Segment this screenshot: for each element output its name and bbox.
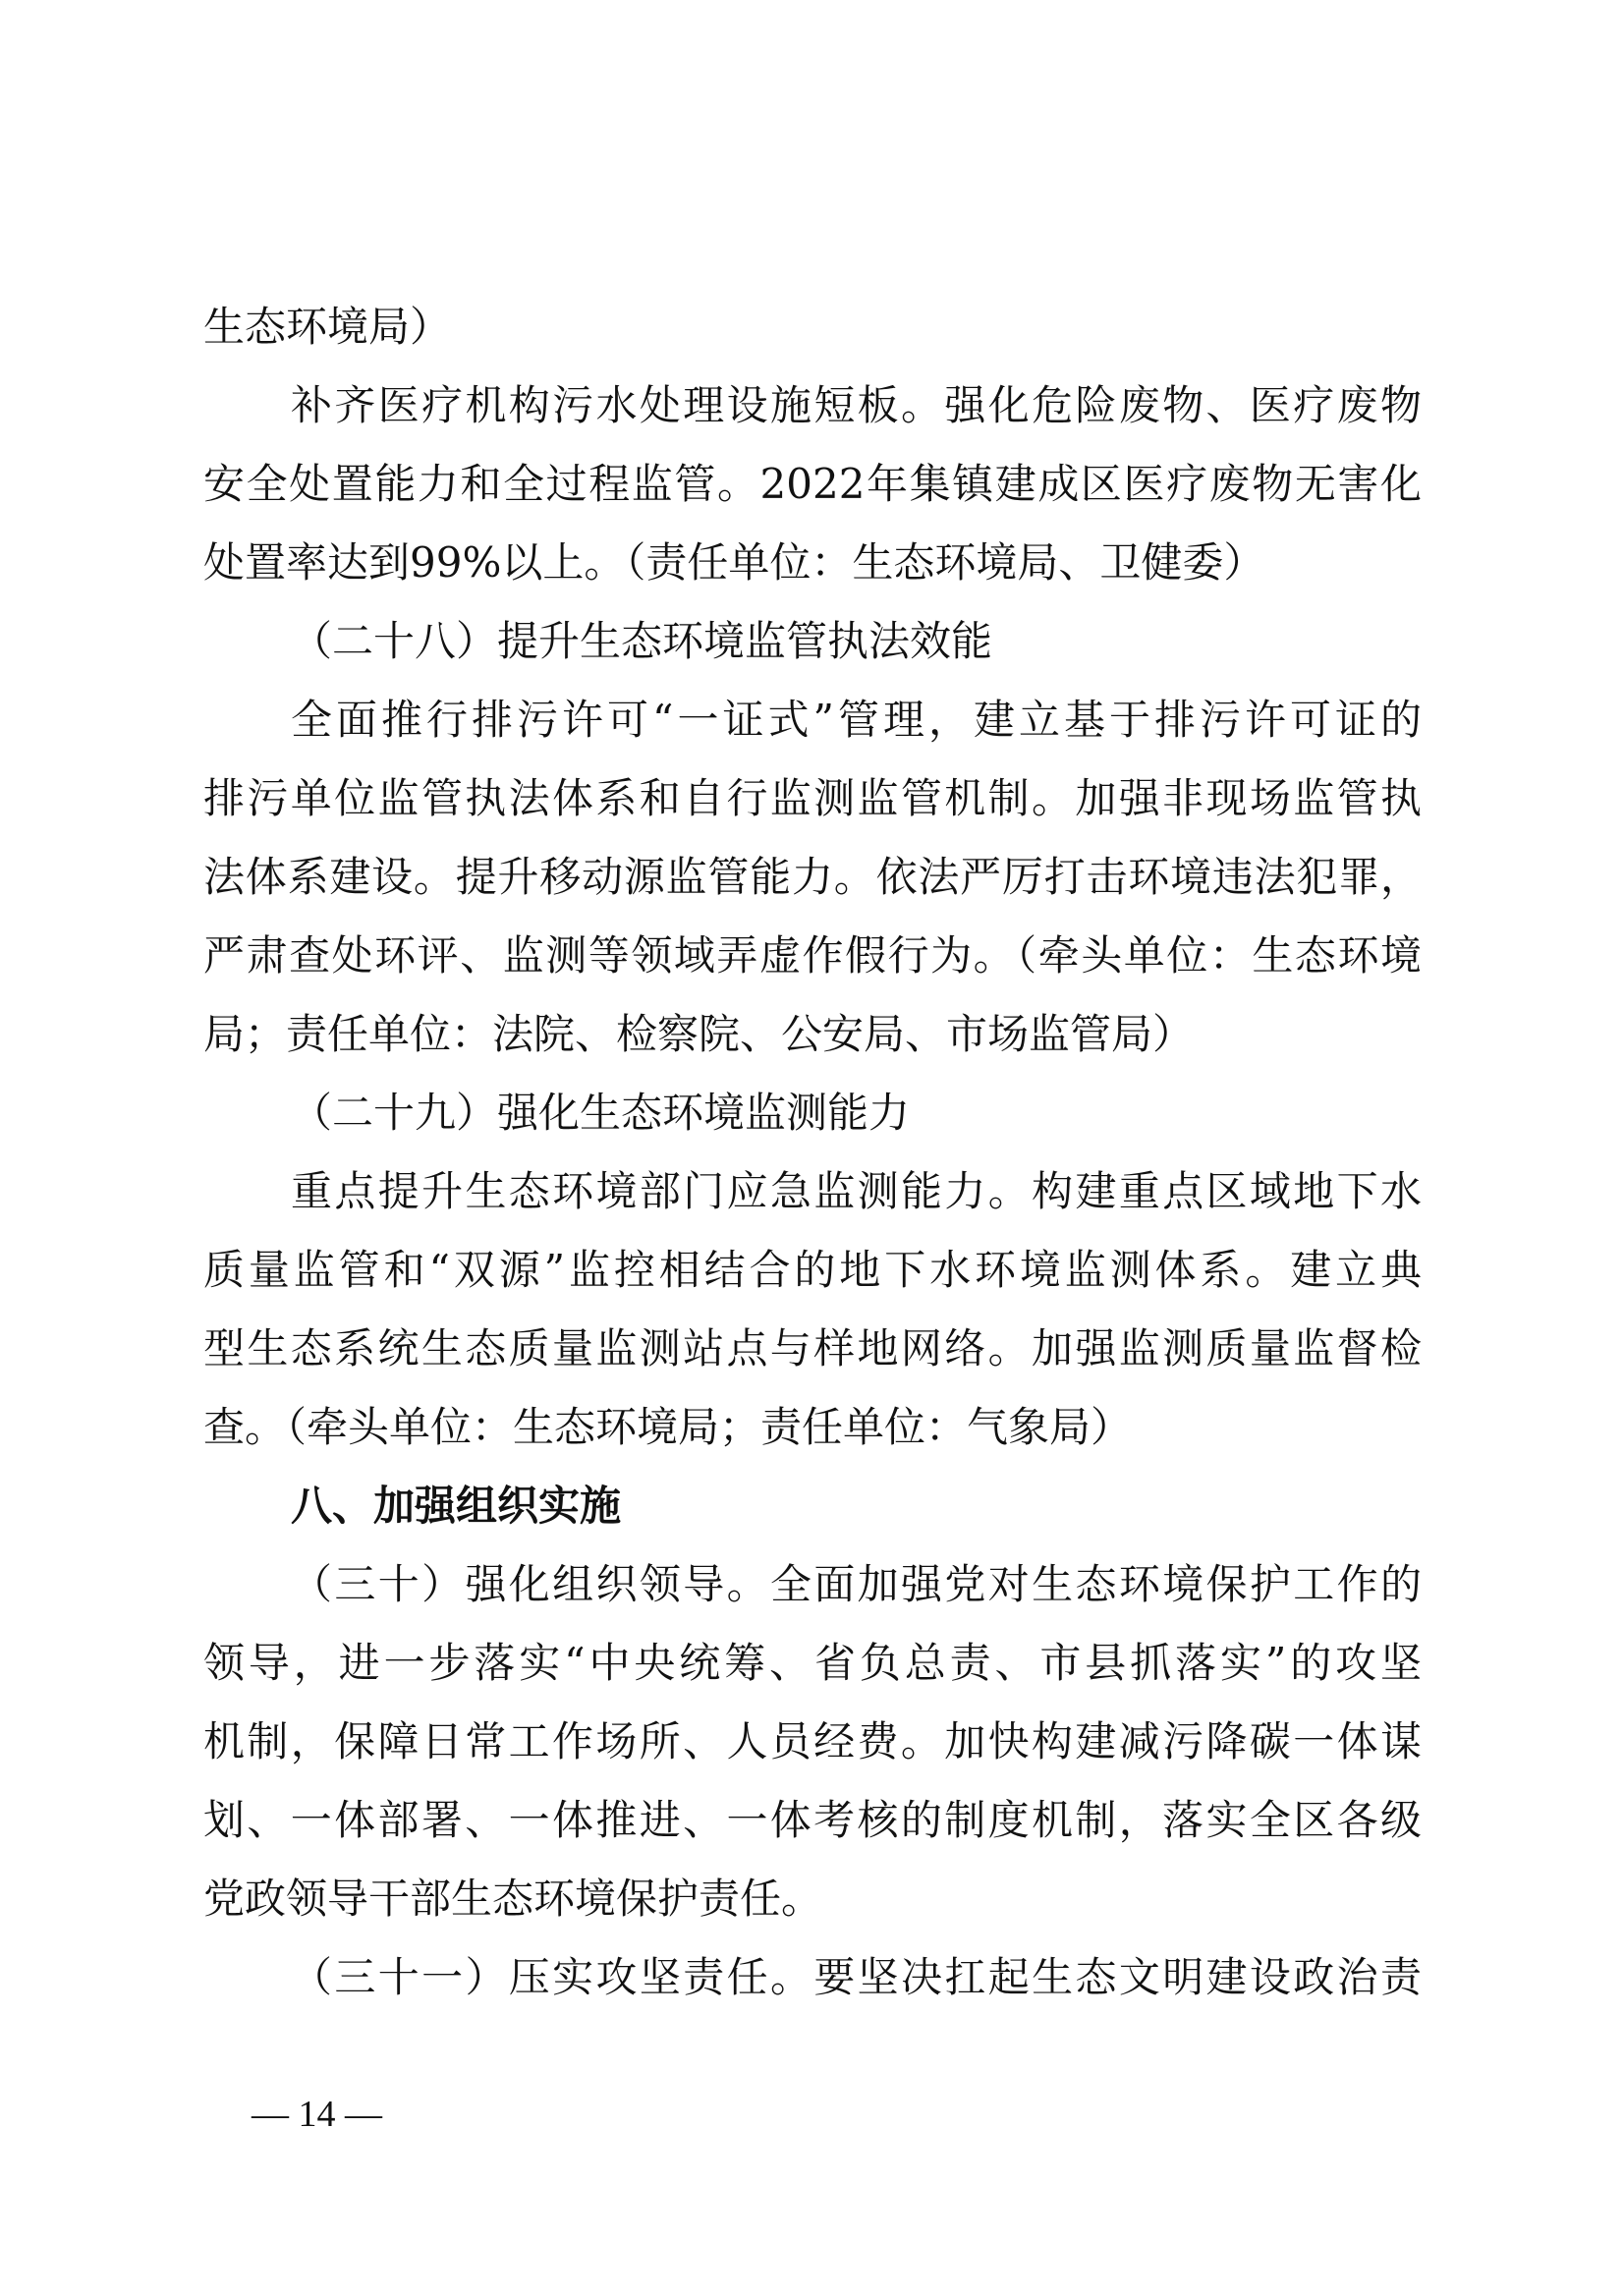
text-line-1: 生态环境局） xyxy=(203,303,452,351)
text-line-20: 划、一体部署、一体推进、一体考核的制度机制，落实全区各级 xyxy=(203,1796,1422,1844)
text-line-9: 严肃查处环评、监测等领域弄虚作假行为。（牵头单位：生态环境 xyxy=(203,931,1422,980)
text-line-15: 查。（牵头单位：生态环境局；责任单位：气象局） xyxy=(203,1403,1133,1451)
section-heading-29: （二十九）强化生态环境监测能力 xyxy=(291,1089,911,1137)
text-line-14: 型生态系统生态质量监测站点与样地网络。加强监测质量监督检 xyxy=(203,1324,1422,1372)
text-line-19: 机制，保障日常工作场所、人员经费。加快构建减污降碳一体谋 xyxy=(203,1717,1422,1765)
text-line-12: 重点提升生态环境部门应急监测能力。构建重点区域地下水 xyxy=(291,1167,1422,1215)
text-line-17: （三十）强化组织领导。全面加强党对生态环境保护工作的 xyxy=(291,1560,1422,1608)
text-line-22: （三十一）压实攻坚责任。要坚决扛起生态文明建设政治责 xyxy=(291,1953,1422,2001)
page-number: — 14 — xyxy=(252,2094,382,2135)
text-line-7: 排污单位监管执法体系和自行监测监管机制。加强非现场监管执 xyxy=(203,774,1422,822)
text-line-8: 法体系建设。提升移动源监管能力。依法严厉打击环境违法犯罪， xyxy=(203,853,1422,901)
chapter-heading-8: 八、加强组织实施 xyxy=(291,1482,622,1530)
text-line-18: 领导，进一步落实“中央统筹、省负总责、市县抓落实”的攻坚 xyxy=(203,1639,1422,1687)
text-line-3: 安全处置能力和全过程监管。2022年集镇建成区医疗废物无害化 xyxy=(203,460,1422,508)
text-line-4: 处置率达到99%以上。（责任单位：生态环境局、卫健委） xyxy=(203,538,1265,587)
text-line-2: 补齐医疗机构污水处理设施短板。强化危险废物、医疗废物 xyxy=(291,381,1422,429)
text-line-21: 党政领导干部生态环境保护责任。 xyxy=(203,1875,823,1923)
section-heading-28: （二十八）提升生态环境监管执法效能 xyxy=(291,617,993,665)
text-line-13: 质量监管和“双源”监控相结合的地下水环境监测体系。建立典 xyxy=(203,1246,1422,1294)
text-line-10: 局；责任单位：法院、检察院、公安局、市场监管局） xyxy=(203,1010,1195,1058)
text-line-6: 全面推行排污许可“一证式”管理，建立基于排污许可证的 xyxy=(291,696,1422,744)
